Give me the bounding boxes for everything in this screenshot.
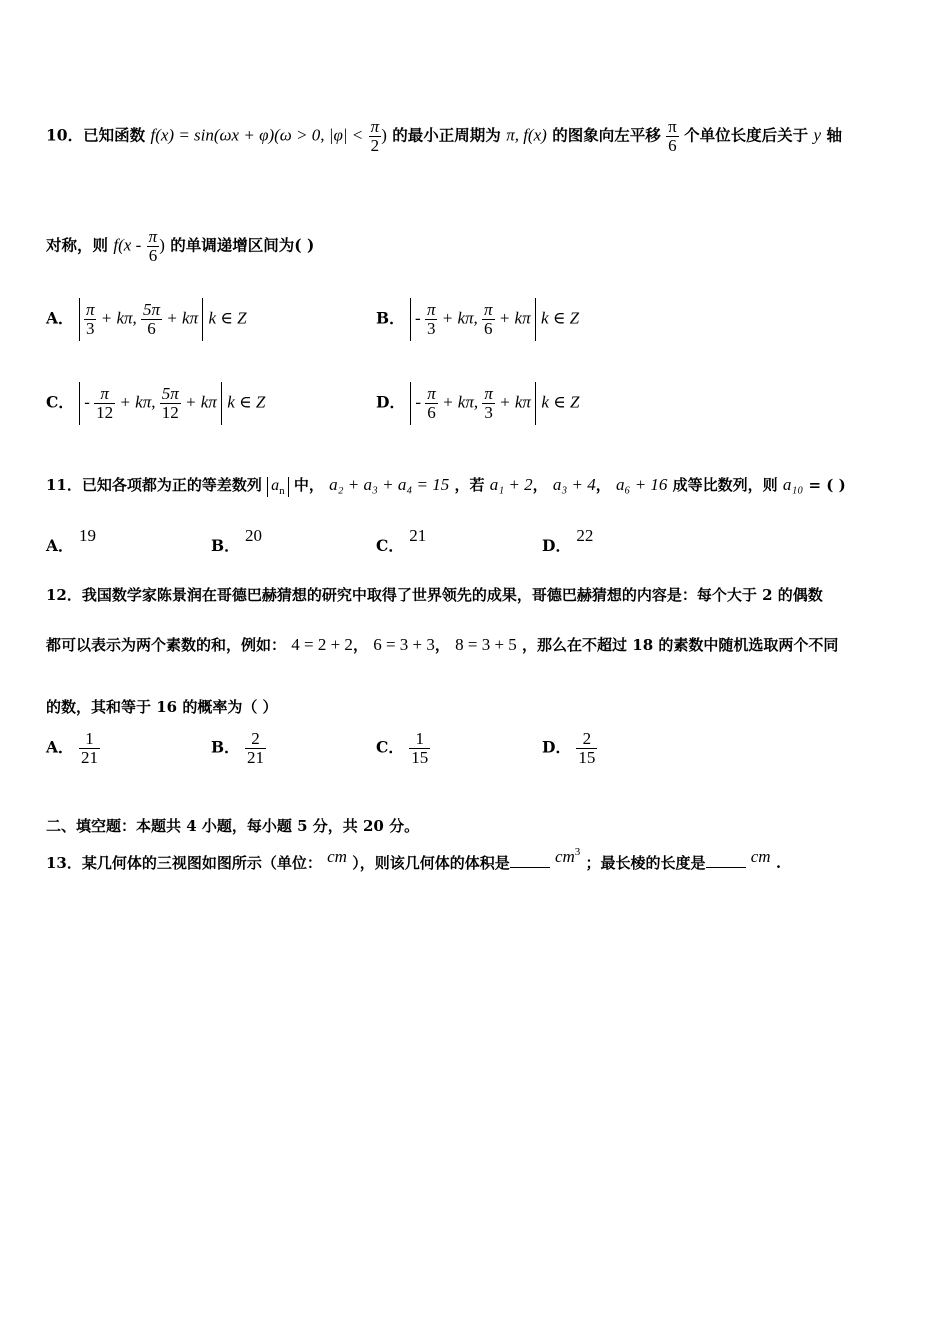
q10-g-pre: f(x - [113, 235, 142, 255]
q10-pi-f: π, f(x) [506, 125, 547, 145]
option-fraction: $\frac{1}{15}$ [411, 729, 429, 767]
q12-example-3: 8 = 3 + 5 [455, 635, 517, 654]
q10-prefix: 10．已知函数 [46, 125, 146, 145]
q11-term1: a₁ + 2 [489, 475, 533, 494]
q10-g-frac: $\frac{\pi}{6}$ [148, 227, 158, 265]
q11-target: a₁₀ [782, 475, 804, 494]
q10-axis: y [813, 125, 822, 145]
q13-mid1: ），则该几何体的体积是 [352, 854, 510, 872]
q12-line2: 都可以表示为两个素数的和，例如： 4 = 2 + 2， 6 = 3 + 3， 8 = 3 + 5 ，那么在不超过 18 的素数中随机选取两个不同 [46, 635, 839, 654]
q12-option-c[interactable] [376, 730, 430, 767]
option-label: C． [46, 392, 74, 412]
q11-term2: a₃ + 4 [552, 475, 596, 494]
q12-option-b[interactable] [211, 730, 266, 767]
option-tail: k ∈ Z [541, 308, 580, 328]
q11-mid3: 成等比数列，则 [672, 476, 778, 494]
q11-sum: a₂ + a₃ + a₄ = 15 [329, 475, 450, 494]
length-blank[interactable] [706, 853, 746, 868]
q13-unit: cm [327, 847, 347, 866]
interval: $\frac{\pi}{3}$ + kπ, $\frac{5\pi}{6}$ + kπ [79, 298, 203, 341]
q10-option-a[interactable] [46, 298, 247, 341]
option-label: B． [211, 737, 240, 757]
q10-end1: 轴 [826, 125, 843, 145]
option-value: 20 [245, 526, 263, 545]
option-fraction: $\frac{2}{21}$ [247, 729, 265, 767]
q12-line2-suffix: ，那么在不超过 18 的素数中随机选取两个不同 [522, 636, 839, 654]
q10-line2 [46, 228, 314, 265]
q12-example-2: 6 = 3 + 3 [373, 635, 435, 654]
q11-term3: a₆ + 16 [616, 475, 668, 494]
q11-end: = ( ) [808, 476, 846, 494]
q11-option-d[interactable] [542, 526, 593, 556]
q11-line: 11．已知各项都为正的等差数列 $a_n$ 中， a₂ + a₃ + a₄ = 15 ，若 a₁ + 2， a₃ + 4， a₆ + 16 成等比数列，则 a₁₀ = ( ) [46, 475, 846, 497]
interval: - $\frac{\pi}{12}$ + kπ, $\frac{5\pi}{12}$ + kπ [79, 382, 222, 425]
option-label: C． [376, 737, 404, 757]
option-label: A． [46, 737, 74, 757]
q12-line2-prefix: 都可以表示为两个素数的和，例如： [46, 636, 287, 654]
option-label: B． [211, 536, 240, 555]
option-label: C． [376, 536, 404, 555]
option-value: 19 [78, 526, 96, 545]
q10-g-close: ) [159, 235, 165, 255]
volume-blank[interactable] [510, 853, 550, 868]
q10-mid3: 个单位长度后关于 [684, 125, 809, 145]
q13-len-unit: cm [750, 847, 771, 866]
q12-example-1: 4 = 2 + 2 [291, 635, 353, 654]
q10-line2-prefix: 对称，则 [46, 235, 109, 255]
q11-option-c[interactable] [376, 526, 426, 556]
option-label: D． [542, 536, 571, 555]
q10-mid1: 的最小正周期为 [392, 125, 501, 145]
option-fraction: $\frac{2}{15}$ [578, 729, 596, 767]
option-label: A． [46, 308, 74, 328]
q10-mid2: 的图象向左平移 [552, 125, 661, 145]
q11-prefix: 11．已知各项都为正的等差数列 [46, 476, 262, 494]
q10-func: f(x) = sin(ωx + φ)(ω > 0, |φ| < [150, 125, 364, 145]
q10-option-d[interactable] [376, 382, 579, 425]
option-label: A． [46, 536, 74, 555]
q12-line3: 的数，其和等于 16 的概率为（ ） [46, 698, 278, 716]
q11-option-b[interactable] [211, 526, 262, 556]
option-value: 21 [409, 526, 427, 545]
q11-option-a[interactable] [46, 526, 96, 556]
q11-sequence: $a_n$ [267, 477, 289, 497]
q11-mid2: ，若 [454, 476, 485, 494]
option-value: 22 [576, 526, 594, 545]
q10-shift-frac: $\frac{\pi}{6}$ [668, 117, 677, 155]
q12-line1: 12．我国数学家陈景润在哥德巴赫猜想的研究中取得了世界领先的成果，哥德巴赫猜想的内容是：每个大于 2 的偶数 [46, 586, 823, 604]
q13-vol-unit: $cm^3$ [554, 846, 581, 866]
q13-end: . [775, 854, 782, 872]
q10-option-b[interactable] [376, 298, 579, 341]
q10-func-close: ) [381, 125, 387, 145]
section-heading: 二、填空题：本题共 4 小题，每小题 5 分，共 20 分。 [46, 817, 420, 835]
option-label: D． [542, 737, 571, 757]
interval: - $\frac{\pi}{6}$ + kπ, $\frac{\pi}{3}$ + kπ [410, 382, 536, 425]
q12-option-d[interactable] [542, 730, 597, 767]
q10-line2-suffix: 的单调递增区间为( ) [170, 235, 315, 255]
q10-func-frac: $\frac{\pi}{2}$ [370, 117, 380, 155]
q10-option-c[interactable] [46, 382, 265, 425]
option-tail: k ∈ Z [541, 392, 580, 412]
option-label: D． [376, 392, 405, 412]
q11-mid1: 中， [293, 476, 324, 494]
q12-option-a[interactable] [46, 730, 100, 767]
q13-mid2: ；最长棱的长度是 [585, 854, 706, 872]
q13-prefix: 13．某几何体的三视图如图所示（单位： [46, 854, 322, 872]
q13-line [46, 846, 781, 873]
option-tail: k ∈ Z [208, 308, 247, 328]
q10-line1 [46, 118, 842, 155]
option-tail: k ∈ Z [227, 392, 266, 412]
option-label: B． [376, 308, 405, 328]
option-fraction: $\frac{1}{21}$ [80, 729, 98, 767]
interval: - $\frac{\pi}{3}$ + kπ, $\frac{\pi}{6}$ + kπ [410, 298, 536, 341]
